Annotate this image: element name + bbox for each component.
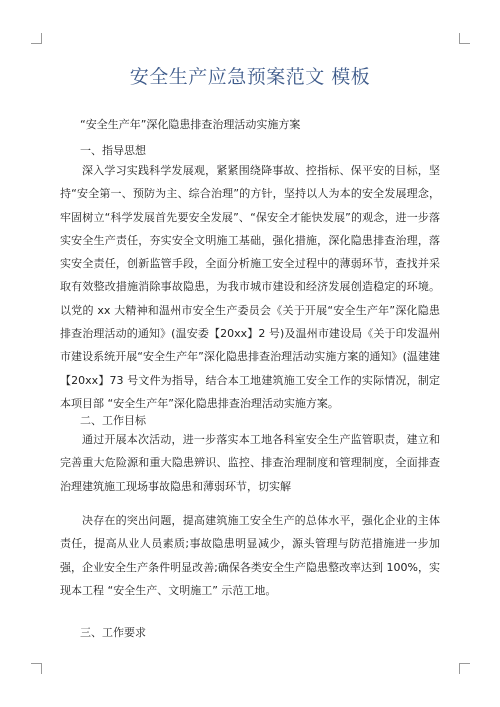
document-subtitle: “安全生产年”深化隐患排查治理活动实施方案 xyxy=(80,118,301,131)
paragraph-work-goals-1: 通过开展本次活动，进一步落实本工地各科室安全生产监管职责，建立和完善重大危险源和重大隐患辨识、监控、排查治理制度和管理制度，全面排查治理建筑施工现场事故隐患和薄弱环节，切实解 xyxy=(60,433,440,493)
page-corner-mark-bottom-right xyxy=(459,663,470,674)
paragraph-guiding-ideology: 深入学习实践科学发展观，紧紧围绕降事故、控指标、保平安的目标，坚持“安全第一、预防为主、综合治理”的方针，坚持以人为本的安全发展理念，牢固树立“科学发展首先要安全发展”、“保安全才能快发展”的观念，进一步落实安全生产责任，夯实安全文明施工基础，强化措施，深化隐患排查治理，落实安全责任，创新监管手段，全面分析施工安全过程中的薄弱环节，查找并采取有效整改措施消除事故隐患，为我市城市建设和经济发展创造稳定的环境。以党的 xx 大精神和温州市安全生产委员会《关于开展“安全生产年”深化隐患排查治理活动的通知》(温安委【20xx】2 号)及温州市建设局《关于印发温州市建设系统开展“安全生产年”深化隐患排查治理活动实施方案的通知》(温建建【20xx】73 号文件为指导，结合本工地建筑施工安全工作的实际情况，制定本项目部 “安全生产年”深化隐患排查治理活动实施方案。 xyxy=(60,164,440,410)
page-corner-mark-top-left xyxy=(31,33,42,44)
section-heading-work-goals: 二、工作目标 xyxy=(80,414,146,427)
paragraph-work-goals-2: 决存在的突出问题，提高建筑施工安全生产的总体水平，强化企业的主体责任，提高从业人员素质;事故隐患明显减少，源头管理与防范措施进一步加强，企业安全生产条件明显改善;确保各类安全生产隐患整改率达到 100%，实现本工程 “安全生产、文明施工” 示范工地。 xyxy=(60,514,440,597)
section-heading-work-requirements: 三、工作要求 xyxy=(80,626,146,639)
section-heading-guiding-ideology: 一、指导思想 xyxy=(80,144,146,157)
document-title: 安全生产应急预案范文 模板 xyxy=(129,66,371,88)
page-corner-mark-top-right xyxy=(459,33,470,44)
page-corner-mark-bottom-left xyxy=(31,663,42,674)
